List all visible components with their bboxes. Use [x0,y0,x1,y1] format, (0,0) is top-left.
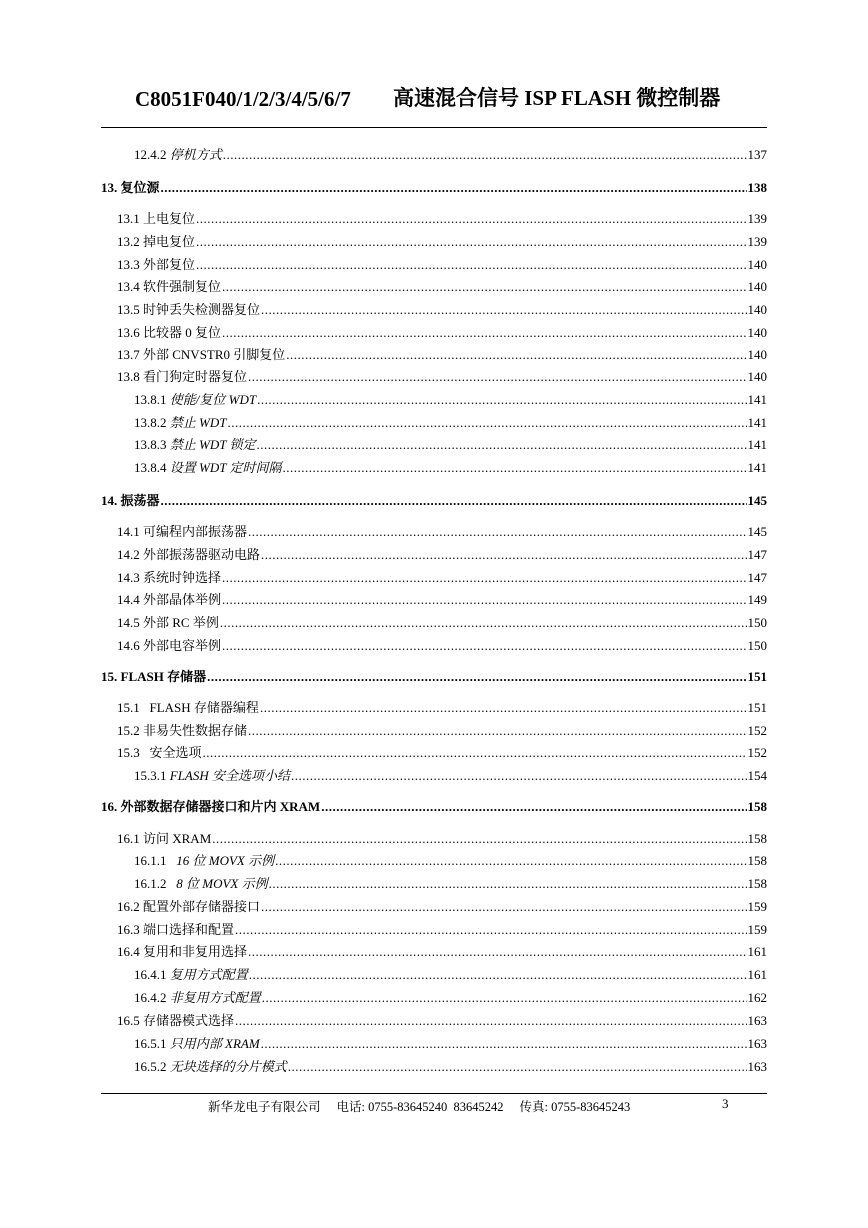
toc-dot-leader [161,491,747,511]
toc-dot-leader [261,300,746,320]
toc-entry-title: 禁止 WDT [169,415,227,430]
toc-entry-number: 14.1 [117,524,140,539]
toc-entry-title: FLASH 存储器 [120,669,207,684]
toc-entry-title: 只用内部 XRAM [169,1036,260,1051]
toc-entry[interactable] [101,232,767,252]
toc-entry-number: 16.2 [117,899,140,914]
toc-entry-number: 16.3 [117,922,140,937]
toc-entry-page: 158 [747,853,767,868]
toc-entry-number: 13.8.3 [134,437,167,452]
toc-entry-number: 12.4.2 [134,147,167,162]
toc-entry-page: 152 [747,723,767,738]
toc-entry-title: 停机方式 [169,147,222,162]
toc-entry[interactable] [101,1057,767,1077]
toc-entry[interactable] [101,721,767,741]
toc-entry-page: 137 [747,147,767,162]
toc-entry-title: 看门狗定时器复位 [143,369,248,384]
toc-dot-leader [275,851,746,871]
toc-entry-page: 158 [747,876,767,891]
toc-entry-title: 复用和非复用选择 [143,944,248,959]
toc-dot-leader [235,1011,746,1031]
toc-entry-number: 16.4.1 [134,967,167,982]
toc-entry[interactable] [101,897,767,917]
toc-entry-page: 141 [747,460,767,475]
toc-entry-page: 150 [747,638,767,653]
toc-entry-number: 14.3 [117,570,140,585]
toc-dot-leader [321,797,746,817]
toc-dot-leader [248,367,746,387]
toc-dot-leader [222,277,746,297]
toc-entry[interactable] [101,323,767,343]
toc-entry-page: 151 [747,669,767,684]
toc-entry-page: 141 [747,392,767,407]
toc-entry-page: 163 [747,1013,767,1028]
toc-entry-page: 152 [747,745,767,760]
toc-entry-title: 非易失性数据存储 [143,723,248,738]
toc-entry-title: 外部 CNVSTR0 引脚复位 [143,347,286,362]
toc-entry[interactable] [101,345,767,365]
toc-entry-number: 16.5.2 [134,1059,167,1074]
toc-entry[interactable] [101,874,767,894]
toc-dot-leader [249,965,747,985]
toc-dot-leader [203,743,747,763]
toc-entry-number: 16.4.2 [134,990,167,1005]
toc-entry-page: 139 [747,211,767,226]
toc-entry-page: 161 [747,944,767,959]
toc-entry[interactable] [101,458,767,478]
toc-entry[interactable] [101,435,767,455]
toc-entry-page: 140 [747,369,767,384]
toc-dot-leader [291,766,746,786]
toc-entry-page: 147 [747,570,767,585]
toc-entry-page: 163 [747,1059,767,1074]
toc-dot-leader [212,829,746,849]
toc-dot-leader [282,458,746,478]
toc-entry-title: 端口选择和配置 [143,922,235,937]
toc-entry-page: 162 [747,990,767,1005]
toc-entry-title: 访问 XRAM [143,831,212,846]
toc-entry-page: 158 [747,799,767,814]
toc-dot-leader [248,522,746,542]
toc-entry-title: 配置外部存储器接口 [143,899,261,914]
toc-entry[interactable] [101,178,767,198]
toc-entry-title: 外部 RC 举例 [143,615,219,630]
toc-entry-title: 禁止 WDT 锁定 [169,437,256,452]
toc-entry-page: 139 [747,234,767,249]
toc-entry[interactable] [101,491,767,511]
toc-entry-title: 无块选择的分片模式 [169,1059,287,1074]
footer-divider [101,1093,767,1094]
header-product-title: 高速混合信号 ISP FLASH 微控制器 [393,86,721,110]
toc-entry[interactable] [101,367,767,387]
toc-entry-title: 可编程内部振荡器 [143,524,248,539]
toc-dot-leader [196,209,746,229]
toc-entry-page: 145 [747,524,767,539]
toc-entry-title: 复用方式配置 [169,967,248,982]
toc-dot-leader [262,988,747,1008]
toc-dot-leader [257,390,746,410]
toc-entry-page: 149 [747,592,767,607]
toc-dot-leader [196,255,746,275]
toc-entry-title: 软件强制复位 [143,279,222,294]
toc-entry-number: 15.1 [117,700,140,715]
toc-entry-number: 16.4 [117,944,140,959]
toc-entry-number: 13.8.1 [134,392,167,407]
toc-entry-number: 13.8.2 [134,415,167,430]
toc-dot-leader [269,874,747,894]
toc-entry-page: 141 [747,437,767,452]
toc-entry-title: 使能/复位 WDT [169,392,257,407]
toc-dot-leader [196,232,746,252]
toc-entry-number: 13.7 [117,347,140,362]
toc-entry[interactable] [101,851,767,871]
page-number: 3 [722,1096,729,1111]
toc-entry[interactable] [101,829,767,849]
toc-entry-title: 比较器 0 复位 [143,325,222,340]
toc-entry[interactable] [101,545,767,565]
toc-dot-leader [261,545,746,565]
toc-entry-number: 13.8 [117,369,140,384]
toc-dot-leader [248,721,746,741]
toc-entry-number: 16.1 [117,831,140,846]
toc-entry-title: 非复用方式配置 [169,990,261,1005]
toc-entry[interactable] [101,390,767,410]
toc-entry[interactable] [101,743,767,763]
toc-entry-number: 13.5 [117,302,140,317]
toc-entry[interactable] [101,1034,767,1054]
toc-entry-number: 15.3.1 [134,768,167,783]
toc-entry-title: 16 位 MOVX 示例 [169,853,275,868]
toc-dot-leader [222,590,746,610]
toc-entry[interactable] [101,255,767,275]
toc-entry-title: 系统时钟选择 [143,570,222,585]
toc-entry-page: 147 [747,547,767,562]
footer-company: 新华龙电子有限公司 [208,1100,321,1114]
toc-dot-leader [222,636,746,656]
toc-entry[interactable] [101,413,767,433]
toc-entry[interactable] [101,522,767,542]
toc-entry[interactable] [101,568,767,588]
toc-entry-number: 13. [101,180,118,195]
toc-entry-page: 140 [747,279,767,294]
toc-entry-title: 上电复位 [143,211,196,226]
toc-entry-page: 145 [747,493,767,508]
toc-entry[interactable] [101,920,767,940]
toc-entry-page: 163 [747,1036,767,1051]
toc-entry-number: 14.5 [117,615,140,630]
toc-entry-title: 存储器模式选择 [143,1013,235,1028]
toc-entry-number: 13.2 [117,234,140,249]
toc-entry-number: 15. [101,669,118,684]
page-header [101,84,767,118]
toc-entry-title: 外部振荡器驱动电路 [143,547,261,562]
toc-entry-number: 13.1 [117,211,140,226]
toc-entry[interactable] [101,988,767,1008]
toc-entry-page: 140 [747,325,767,340]
toc-entry[interactable] [101,277,767,297]
toc-dot-leader [222,323,746,343]
toc-entry-number: 14.6 [117,638,140,653]
toc-entry[interactable] [101,613,767,633]
toc-entry-number: 16.1.1 [134,853,167,868]
toc-entry-number: 14.4 [117,592,140,607]
toc-entry[interactable] [101,942,767,962]
toc-dot-leader [235,920,746,940]
toc-entry-title: 掉电复位 [143,234,196,249]
toc-entry[interactable] [101,300,767,320]
toc-entry-number: 15.3 [117,745,140,760]
toc-dot-leader [256,435,746,455]
toc-entry-number: 16.1.2 [134,876,167,891]
header-divider [101,127,767,128]
toc-dot-leader [222,568,746,588]
toc-entry-title: FLASH 存储器编程 [143,700,259,715]
toc-entry-page: 150 [747,615,767,630]
toc-entry-number: 13.4 [117,279,140,294]
page-footer [208,1097,646,1115]
toc-entry-page: 154 [747,768,767,783]
toc-entry-page: 159 [747,899,767,914]
toc-entry-title: 外部数据存储器接口和片内 XRAM [120,799,321,814]
toc-entry-title: 安全选项 [143,745,202,760]
toc-dot-leader [261,1034,747,1054]
toc-entry[interactable] [101,698,767,718]
toc-entry-number: 15.2 [117,723,140,738]
toc-dot-leader [161,178,747,198]
toc-entry-title: 8 位 MOVX 示例 [169,876,268,891]
toc-entry-title: FLASH 安全选项小结 [169,768,291,783]
toc-dot-leader [220,613,747,633]
toc-entry-page: 151 [747,700,767,715]
toc-dot-leader [223,145,747,165]
toc-entry-number: 13.3 [117,257,140,272]
toc-entry[interactable] [101,667,767,687]
toc-entry[interactable] [101,590,767,610]
toc-entry-page: 140 [747,257,767,272]
toc-entry-page: 140 [747,347,767,362]
toc-entry[interactable] [101,209,767,229]
toc-entry-number: 13.8.4 [134,460,167,475]
toc-entry[interactable] [101,636,767,656]
toc-entry[interactable] [101,766,767,786]
toc-entry-number: 13.6 [117,325,140,340]
toc-entry-page: 140 [747,302,767,317]
toc-entry-number: 16.5 [117,1013,140,1028]
toc-entry[interactable] [101,797,767,817]
toc-dot-leader [286,345,746,365]
toc-entry-number: 14. [101,493,118,508]
toc-entry-title: 外部电容举例 [143,638,222,653]
toc-dot-leader [227,413,746,433]
toc-entry-title: 外部晶体举例 [143,592,222,607]
toc-dot-leader [288,1057,747,1077]
toc-entry-number: 14.2 [117,547,140,562]
toc-entry-page: 141 [747,415,767,430]
toc-entry-page: 159 [747,922,767,937]
toc-entry-title: 设置 WDT 定时间隔 [169,460,282,475]
footer-phone: 电话: 0755-83645240 83645242 [336,1100,504,1114]
toc-entry-number: 16. [101,799,118,814]
toc-dot-leader [207,667,746,687]
toc-entry-title: 振荡器 [120,493,160,508]
toc-dot-leader [261,897,746,917]
toc-entry-title: 复位源 [120,180,160,195]
toc-entry-title: 时钟丢失检测器复位 [143,302,261,317]
toc-entry[interactable] [101,1011,767,1031]
header-part-number: C8051F040/1/2/3/4/5/6/7 [135,87,351,111]
toc-dot-leader [260,698,747,718]
toc-entry-page: 161 [747,967,767,982]
toc-dot-leader [248,942,746,962]
toc-entry[interactable] [101,145,767,165]
toc-entry-page: 138 [747,180,767,195]
toc-entry[interactable] [101,965,767,985]
toc-entry-page: 158 [747,831,767,846]
toc-entry-title: 外部复位 [143,257,196,272]
footer-fax: 传真: 0755-83645243 [519,1100,631,1114]
toc-entry-number: 16.5.1 [134,1036,167,1051]
